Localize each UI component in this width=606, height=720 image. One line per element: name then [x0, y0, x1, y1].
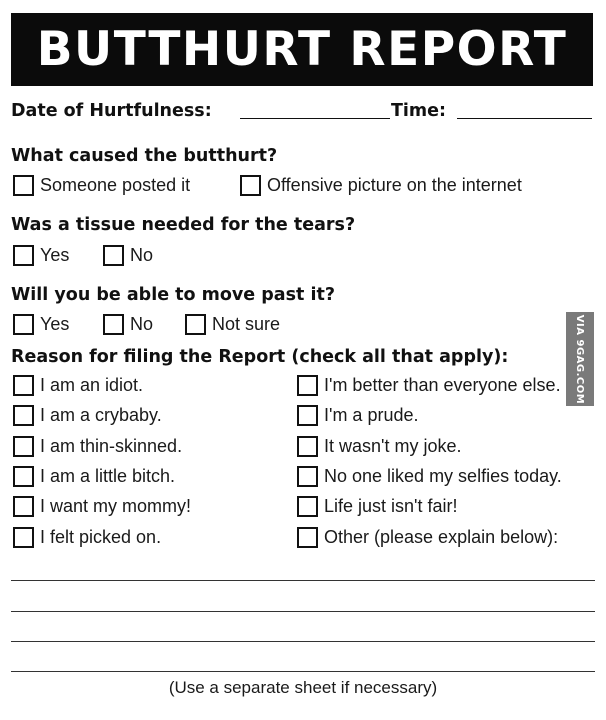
reason-left-6[interactable]	[13, 527, 161, 548]
checkbox[interactable]	[13, 527, 34, 548]
reason-left-4[interactable]	[13, 466, 175, 487]
reason-right-4[interactable]	[297, 466, 562, 487]
question-cause: What caused the butthurt?	[11, 146, 278, 166]
option-label: No	[130, 245, 154, 265]
explanation-line[interactable]	[11, 641, 595, 642]
checkbox[interactable]	[297, 527, 318, 548]
option-label: No	[130, 314, 154, 334]
checkbox[interactable]	[297, 375, 318, 396]
option-tissue-yes[interactable]	[13, 245, 69, 266]
option-move-yes[interactable]	[13, 314, 69, 335]
reason-right-6[interactable]	[297, 527, 558, 548]
reason-right-3[interactable]	[297, 436, 461, 457]
checkbox[interactable]	[103, 245, 124, 266]
option-label: Not sure	[212, 314, 281, 334]
checkbox[interactable]	[13, 436, 34, 457]
option-label: Someone posted it	[40, 175, 191, 195]
checkbox[interactable]	[13, 314, 34, 335]
reason-left-1[interactable]	[13, 375, 143, 396]
option-label: I am a crybaby.	[40, 405, 162, 425]
reason-right-1[interactable]	[297, 375, 561, 396]
checkbox[interactable]	[297, 405, 318, 426]
footer-note: (Use a separate sheet if necessary)	[168, 678, 438, 697]
option-label: Yes	[40, 245, 70, 265]
option-move-no[interactable]	[103, 314, 153, 335]
reason-left-5[interactable]	[13, 496, 191, 517]
explanation-line[interactable]	[11, 671, 595, 672]
watermark-text: VIA 9GAG.COM	[574, 314, 586, 404]
option-label: I am an idiot.	[40, 375, 144, 395]
option-label: I'm a prude.	[324, 405, 419, 425]
option-offensive-picture[interactable]	[240, 175, 522, 196]
option-label: I am thin-skinned.	[40, 436, 183, 456]
reason-left-2[interactable]	[13, 405, 162, 426]
checkbox[interactable]	[240, 175, 261, 196]
option-move-not-sure[interactable]	[185, 314, 280, 335]
option-tissue-no[interactable]	[103, 245, 153, 266]
checkbox[interactable]	[13, 375, 34, 396]
checkbox[interactable]	[13, 405, 34, 426]
question-tissue: Was a tissue needed for the tears?	[11, 215, 356, 235]
explanation-line[interactable]	[11, 611, 595, 612]
option-someone-posted-it[interactable]	[13, 175, 190, 196]
option-label: It wasn't my joke.	[324, 436, 462, 456]
checkbox[interactable]	[13, 496, 34, 517]
checkbox[interactable]	[297, 466, 318, 487]
option-label: I'm better than everyone else.	[324, 375, 561, 395]
question-move-past: Will you be able to move past it?	[11, 285, 335, 305]
explanation-line[interactable]	[11, 580, 595, 581]
option-label: I want my mommy!	[40, 496, 192, 516]
reason-left-3[interactable]	[13, 436, 182, 457]
reason-right-2[interactable]	[297, 405, 418, 426]
time-label: Time:	[391, 101, 447, 121]
option-label: I am a little bitch.	[40, 466, 176, 486]
checkbox[interactable]	[13, 175, 34, 196]
option-label: Life just isn't fair!	[324, 496, 458, 516]
date-label: Date of Hurtfulness:	[11, 101, 212, 121]
checkbox[interactable]	[297, 496, 318, 517]
option-label: I felt picked on.	[40, 527, 162, 547]
checkbox[interactable]	[103, 314, 124, 335]
checkbox[interactable]	[13, 466, 34, 487]
option-label: Other (please explain below):	[324, 527, 559, 547]
option-label: Offensive picture on the internet	[267, 175, 522, 195]
watermark	[566, 312, 594, 406]
report-title: BUTTHURT REPORT	[11, 13, 593, 86]
question-reason: Reason for filing the Report (check all that apply):	[11, 347, 509, 367]
checkbox[interactable]	[297, 436, 318, 457]
option-label: Yes	[40, 314, 70, 334]
checkbox[interactable]	[185, 314, 206, 335]
option-label: No one liked my selfies today.	[324, 466, 562, 486]
reason-right-5[interactable]	[297, 496, 458, 517]
time-field[interactable]	[457, 118, 592, 119]
checkbox[interactable]	[13, 245, 34, 266]
date-field[interactable]	[240, 118, 390, 119]
